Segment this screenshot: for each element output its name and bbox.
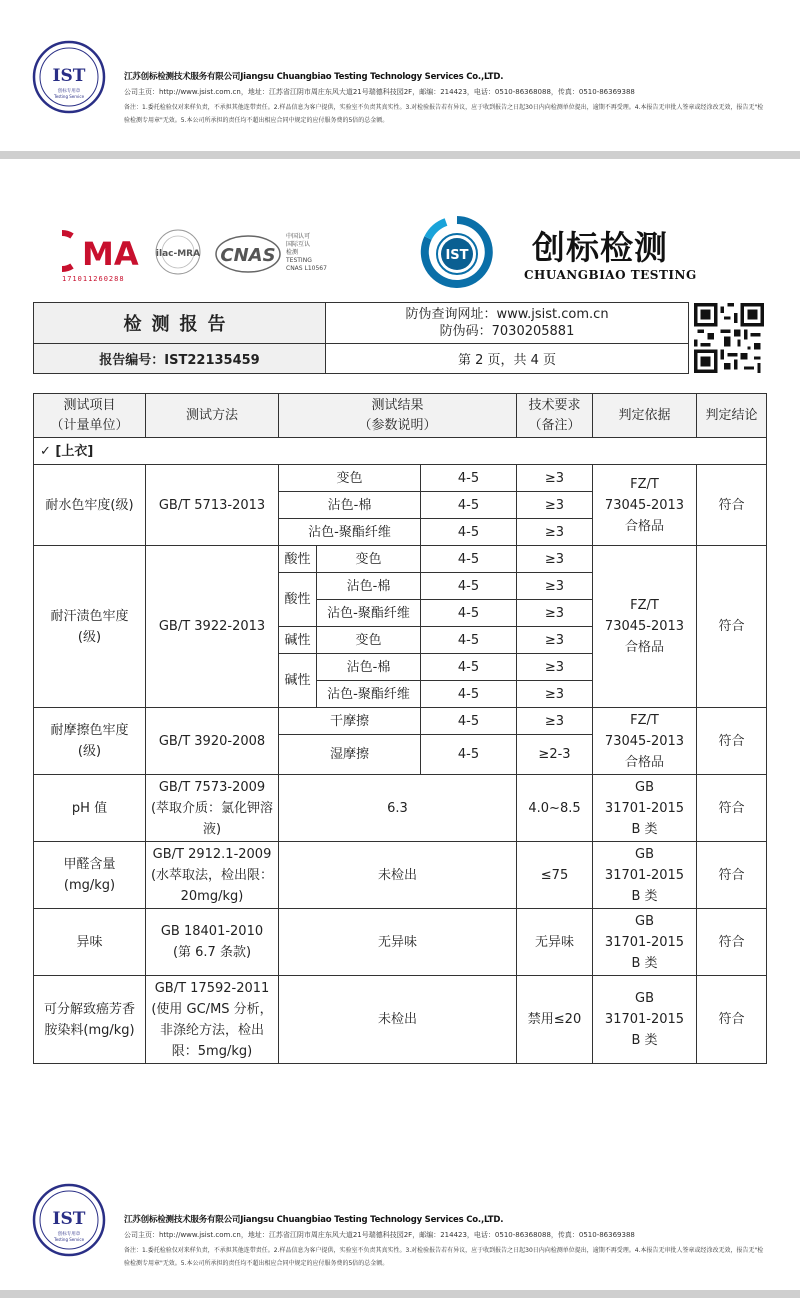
conclusion-cell: 符合: [697, 708, 767, 775]
col-header-item: 测试项目 （计量单位）: [34, 394, 146, 438]
table-header-row: [34, 394, 767, 438]
col-header-method: 测试方法: [146, 394, 279, 438]
conclusion-cell: 符合: [697, 546, 767, 708]
method-cell: GB/T 2912.1-2009 (水萃取法，检出限： 20mg/kg): [146, 842, 279, 909]
report-header: [33, 302, 689, 374]
method-cell: GB/T 5713-2013: [146, 465, 279, 546]
page-indicator: 第 2 页，共 4 页: [457, 353, 557, 368]
table-row: [34, 842, 767, 909]
requirement-cell: ≥3: [517, 519, 593, 546]
result-label: 变色: [317, 546, 421, 573]
brand-name-en: CHUANGBIAO TESTING: [524, 268, 697, 282]
result-value: 4-5: [421, 681, 517, 708]
requirement-cell: ≥2-3: [517, 735, 593, 775]
divider-bar: [0, 151, 800, 159]
conclusion-cell: 符合: [697, 465, 767, 546]
requirement-cell: ≥3: [517, 546, 593, 573]
cnas-caption: 中国认可 国际互认 检测 TESTING CNAS L10567: [286, 233, 327, 272]
report-title: 检测报告: [34, 303, 326, 344]
company-name: 江苏创标检测技术服务有限公司Jiangsu Chuangbiao Testing Technology Services Co.,LTD.: [124, 1215, 504, 1225]
report-number: 报告编号：IST22135459: [34, 344, 326, 373]
result-value: 4-5: [421, 465, 517, 492]
result-value: 4-5: [421, 735, 517, 775]
requirement-cell: ≥3: [517, 708, 593, 735]
svg-text:CNAS: CNAS: [220, 245, 276, 266]
alkali-label: 碱性: [279, 627, 317, 654]
result-value: 4-5: [421, 708, 517, 735]
result-value: 4-5: [421, 627, 517, 654]
col-header-requirement: 技术要求 （备注）: [517, 394, 593, 438]
cma-logo: [62, 228, 140, 274]
item-cell: 耐水色牢度(级): [34, 465, 146, 546]
col-header-conclusion: 判定结论: [697, 394, 767, 438]
qr-code: [694, 303, 764, 373]
company-footer: [0, 1183, 800, 1285]
table-row: [34, 976, 767, 1064]
result-label: 沾色-聚酯纤维: [317, 681, 421, 708]
requirement-cell: ≥3: [517, 654, 593, 681]
table-row: [34, 909, 767, 976]
table-row: [34, 708, 767, 735]
item-cell: pH 值: [34, 775, 146, 842]
result-label: 变色: [279, 465, 421, 492]
col-header-result: 测试结果 （参数说明）: [279, 394, 517, 438]
conclusion-cell: 符合: [697, 842, 767, 909]
company-header: [0, 40, 800, 142]
result-value: 6.3: [279, 775, 517, 842]
svg-text:ilac-MRA: ilac-MRA: [155, 249, 201, 259]
acid-label: 酸性: [279, 573, 317, 627]
cnas-logo: [214, 234, 282, 274]
result-label: 沾色-聚酯纤维: [317, 600, 421, 627]
item-cell: 异味: [34, 909, 146, 976]
result-value: 4-5: [421, 546, 517, 573]
company-notes: 备注：1.委托检验仅对来样负责，不承担其他连带责任。2.样品信息为客户提供，实验室不负责其真实性。3.对检验报告若有异议，应于收到报告之日起30日内向检测单位提出，逾期不再受理。4.本报告无审批人签章或经涂改无效，报告无"检验检测专用章"无效。5.本公司所承担的责任均不超出相应合同中规定的应付服务费的5倍的总金额。: [124, 1247, 764, 1267]
basis-cell: GB 31701-2015 B 类: [593, 976, 697, 1064]
requirement-cell: 禁用≤20: [517, 976, 593, 1064]
requirement-cell: ≥3: [517, 492, 593, 519]
result-value: 未检出: [279, 842, 517, 909]
requirement-cell: ≥3: [517, 465, 593, 492]
svg-text:Testing Service: Testing Service: [53, 1237, 85, 1242]
result-label: 干摩擦: [279, 708, 421, 735]
chuangbiao-brand-logo: [420, 216, 494, 288]
section-row: [34, 438, 767, 465]
anti-fake-code: 防伪码：7030205881: [439, 324, 575, 339]
item-cell: 可分解致癌芳香 胺染料(mg/kg): [34, 976, 146, 1064]
method-cell: GB/T 17592-2011 (使用 GC/MS 分析， 非涤纶方法，检出 限：5mg/kg): [146, 976, 279, 1064]
method-cell: GB/T 7573-2009 (萃取介质：氯化钾溶 液): [146, 775, 279, 842]
svg-text:Testing Service: Testing Service: [53, 94, 85, 99]
acid-label: 酸性: [279, 546, 317, 573]
svg-text:IST: IST: [52, 1209, 86, 1229]
result-value: 4-5: [421, 573, 517, 600]
basis-cell: FZ/T 73045-2013 合格品: [593, 546, 697, 708]
svg-text:IST: IST: [445, 248, 469, 263]
accreditation-logos: [0, 216, 800, 286]
result-label: 变色: [317, 627, 421, 654]
result-value: 4-5: [421, 519, 517, 546]
conclusion-cell: 符合: [697, 909, 767, 976]
requirement-cell: ≥3: [517, 627, 593, 654]
requirement-cell: ≥3: [517, 600, 593, 627]
ist-seal-logo: [32, 40, 106, 114]
table-row: [34, 465, 767, 492]
company-name: 江苏创标检测技术服务有限公司Jiangsu Chuangbiao Testing Technology Services Co.,LTD.: [124, 72, 504, 82]
item-cell: 甲醛含量 (mg/kg): [34, 842, 146, 909]
svg-text:创标专用章: 创标专用章: [57, 89, 81, 94]
company-contact: 公司主页：http://www.jsist.com.cn，地址：江苏省江阴市周庄东风大道21号瑞德科技园2F，邮编：214423，电话：0510-86368088，传真：0510-86369388: [124, 88, 635, 96]
section-label: ✓ [上衣]: [34, 438, 767, 465]
result-label: 沾色-棉: [317, 654, 421, 681]
conclusion-cell: 符合: [697, 976, 767, 1064]
basis-cell: GB 31701-2015 B 类: [593, 909, 697, 976]
svg-text:IST: IST: [52, 66, 86, 86]
requirement-cell: ≥3: [517, 681, 593, 708]
conclusion-cell: 符合: [697, 775, 767, 842]
method-cell: GB/T 3920-2008: [146, 708, 279, 775]
svg-text:MA: MA: [82, 235, 139, 273]
result-value: 4-5: [421, 492, 517, 519]
requirement-cell: 无异味: [517, 909, 593, 976]
basis-cell: FZ/T 73045-2013 合格品: [593, 708, 697, 775]
result-label: 湿摩擦: [279, 735, 421, 775]
alkali-label: 碱性: [279, 654, 317, 708]
basis-cell: GB 31701-2015 B 类: [593, 775, 697, 842]
ist-seal-logo: [32, 1183, 106, 1257]
result-value: 无异味: [279, 909, 517, 976]
company-notes: 备注：1.委托检验仅对来样负责，不承担其他连带责任。2.样品信息为客户提供，实验室不负责其真实性。3.对检验报告若有异议，应于收到报告之日起30日内向检测单位提出，逾期不再受理。4.本报告无审批人签章或经涂改无效，报告无"检验检测专用章"无效。5.本公司所承担的责任均不超出相应合同中规定的应付服务费的5倍的总金额。: [124, 104, 764, 124]
divider-bar: [0, 1290, 800, 1298]
table-row: [34, 775, 767, 842]
result-value: 4-5: [421, 600, 517, 627]
requirement-cell: ≤75: [517, 842, 593, 909]
basis-cell: FZ/T 73045-2013 合格品: [593, 465, 697, 546]
svg-text:创标专用章: 创标专用章: [57, 1232, 81, 1237]
company-contact: 公司主页：http://www.jsist.com.cn，地址：江苏省江阴市周庄东风大道21号瑞德科技园2F，邮编：214423，电话：0510-86368088，传真：0510-86369388: [124, 1231, 635, 1239]
requirement-cell: ≥3: [517, 573, 593, 600]
test-results-table: [33, 393, 767, 1064]
ilac-mra-logo: [150, 228, 206, 276]
anti-fake-url: 防伪查询网址：www.jsist.com.cn: [405, 307, 609, 322]
requirement-cell: 4.0~8.5: [517, 775, 593, 842]
col-header-basis: 判定依据: [593, 394, 697, 438]
item-cell: 耐摩擦色牢度 (级): [34, 708, 146, 775]
method-cell: GB/T 3922-2013: [146, 546, 279, 708]
anti-fake-info: [326, 303, 688, 344]
result-label: 沾色-棉: [279, 492, 421, 519]
result-value: 4-5: [421, 654, 517, 681]
method-cell: GB 18401-2010 (第 6.7 条款): [146, 909, 279, 976]
table-row: [34, 546, 767, 573]
brand-name-cn: 创标检测: [532, 228, 668, 267]
result-value: 未检出: [279, 976, 517, 1064]
result-label: 沾色-棉: [317, 573, 421, 600]
result-label: 沾色-聚酯纤维: [279, 519, 421, 546]
item-cell: 耐汗渍色牢度 (级): [34, 546, 146, 708]
basis-cell: GB 31701-2015 B 类: [593, 842, 697, 909]
cma-number: 171011260288: [62, 275, 125, 283]
